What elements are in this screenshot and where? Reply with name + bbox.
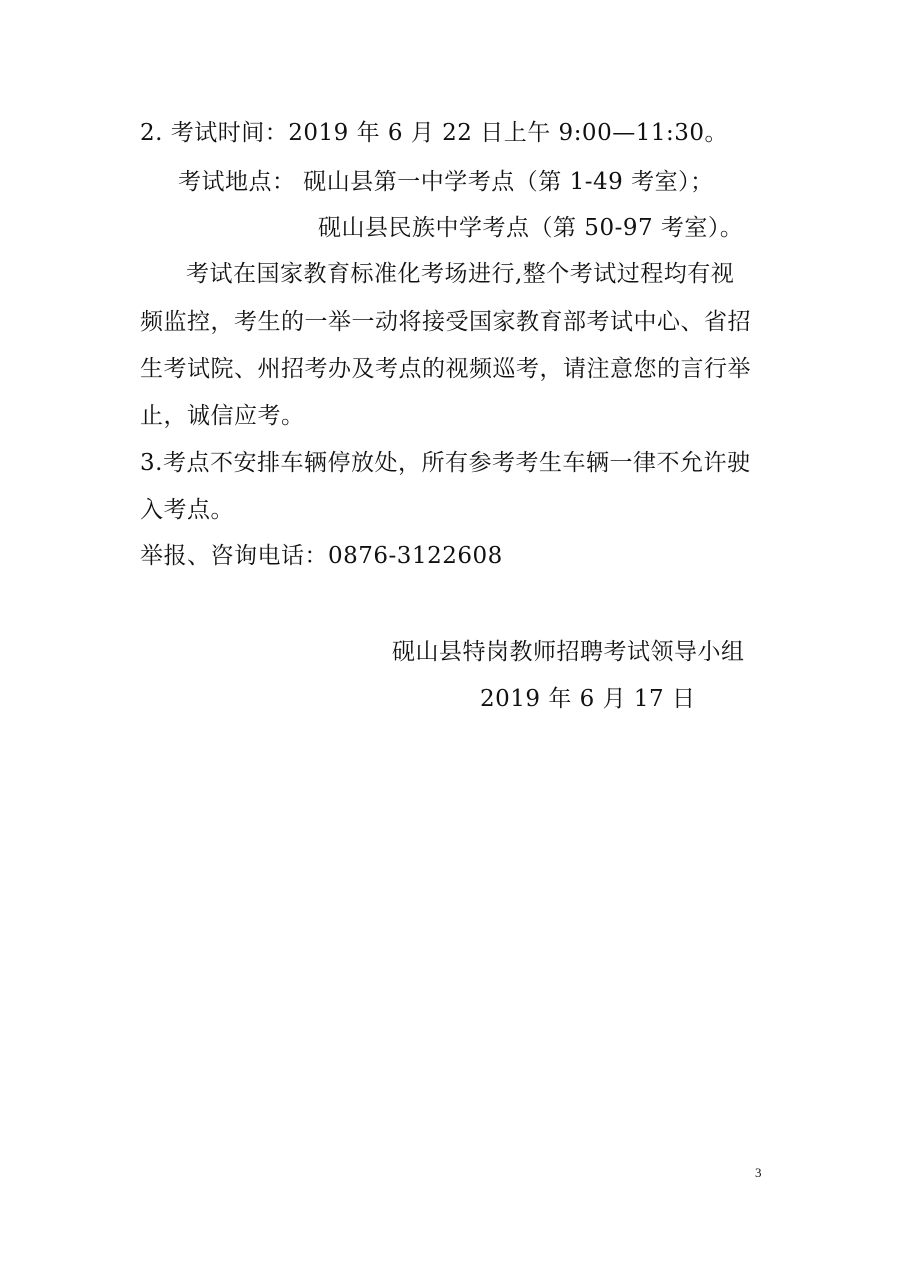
- hotline: 举报、咨询电话：0876-3122608: [140, 543, 503, 569]
- exam-time-item: 2. 考试时间：2019 年 6 月 22 日上午 9:00—11:30。: [140, 120, 728, 146]
- parking-item-line-2: 入考点。: [140, 497, 234, 523]
- monitoring-paragraph-line-1: 考试在国家教育标准化考场进行,整个考试过程均有视: [186, 261, 735, 287]
- signature-organization: 砚山县特岗教师招聘考试领导小组: [392, 639, 745, 665]
- monitoring-paragraph-line-3: 生考试院、州招考办及考点的视频巡考，请注意您的言行举: [140, 356, 751, 382]
- monitoring-paragraph-line-2: 频监控，考生的一举一动将接受国家教育部考试中心、省招: [140, 309, 751, 335]
- parking-item-line-1: 3.考点不安排车辆停放处，所有参考考生车辆一律不允许驶: [140, 450, 751, 476]
- signature-date: 2019 年 6 月 17 日: [480, 686, 696, 712]
- exam-location-line-2: 砚山县民族中学考点（第 50-97 考室）。: [318, 215, 744, 241]
- monitoring-paragraph-line-4: 止，诚信应考。: [140, 403, 305, 429]
- exam-location-line-1: 考试地点： 砚山县第一中学考点（第 1-49 考室）；: [178, 169, 714, 195]
- page-number: 3: [755, 1165, 762, 1180]
